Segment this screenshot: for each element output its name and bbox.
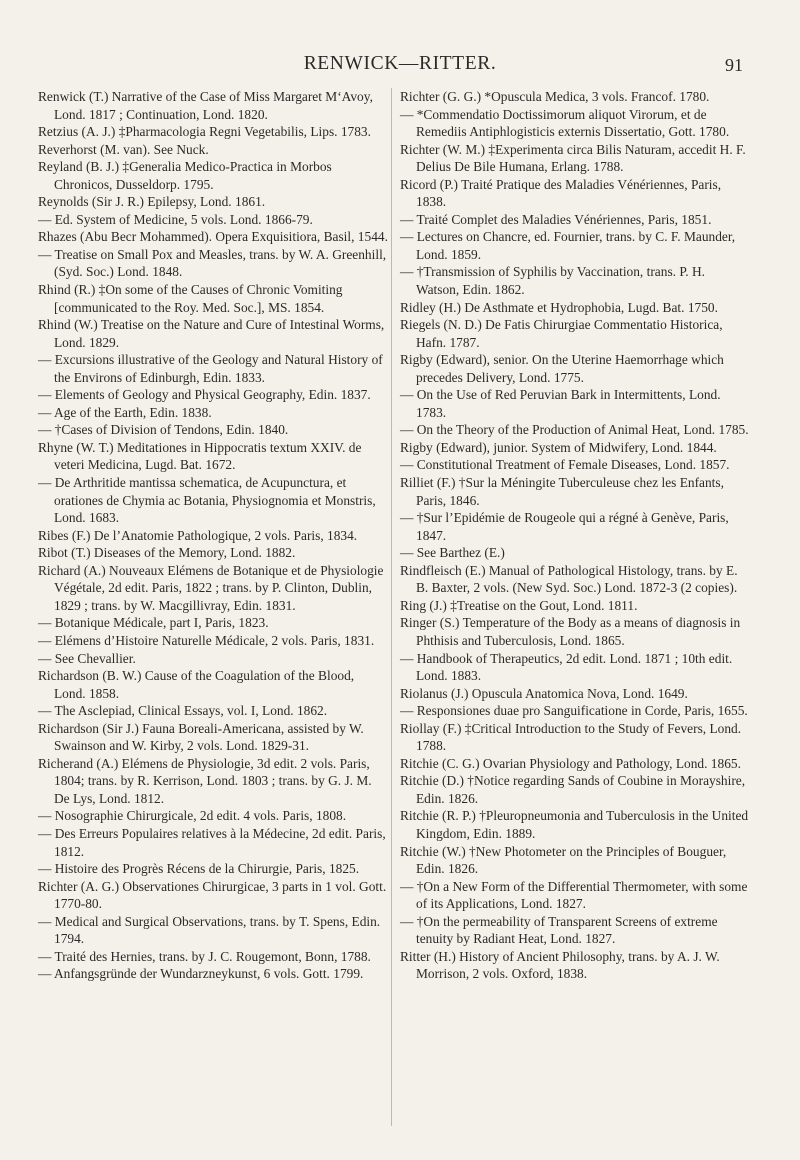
catalogue-entry: Reverhorst (M. van). See Nuck. [38,141,209,157]
page-number: 91 [725,55,743,75]
catalogue-entry: — Medical and Surgical Observations, trans. by T. Spens, Edin. 1794. [38,913,381,947]
catalogue-entry: — †Transmission of Syphilis by Vaccination, trans. P. H. Watson, Edin. 1862. [400,264,706,298]
catalogue-entry: — See Chevallier. [38,650,136,666]
catalogue-entry: — Anfangsgründe der Wundarzneykunst, 6 vols. Gott. 1799. [38,966,364,982]
catalogue-entry: Richter (W. M.) ‡Experimenta circa Bilis Naturam, accedit H. F. Delius De Bile Humana, Erlang. 1788. [400,141,746,175]
catalogue-entry: Riolanus (J.) Opuscula Anatomica Nova, Lond. 1649. [400,685,688,701]
catalogue-entry: — Des Erreurs Populaires relatives à la Médecine, 2d edit. Paris, 1812. [38,825,386,859]
catalogue-entry: Ridley (H.) De Asthmate et Hydrophobia, Lugd. Bat. 1750. [400,299,718,315]
catalogue-entry: — Handbook of Therapeutics, 2d edit. Lond. 1871 ; 10th edit. Lond. 1883. [400,650,733,684]
catalogue-entry: Ring (J.) ‡Treatise on the Gout, Lond. 1811. [400,597,638,613]
catalogue-entry: Ritter (H.) History of Ancient Philosophy, trans. by A. J. W. Morrison, 2 vols. Oxford, 1838. [400,948,720,982]
catalogue-entry: Ritchie (R. P.) †Pleuropneumonia and Tuberculosis in the United Kingdom, Edin. 1889. [400,808,749,841]
catalogue-entry: Ritchie (W.) †New Photometer on the Principles of Bouguer, Edin. 1826. [400,843,727,877]
catalogue-entry: — Elements of Geology and Physical Geography, Edin. 1837. [38,387,371,403]
catalogue-entry: Richard (A.) Nouveaux Elémens de Botanique et de Physiologie Végétale, 2d edit. Paris, 1822 ; trans. by P. Clinton, Dublin, 1829 ; trans. by W. Macgillivray, Edin. 1831. [38,562,384,613]
catalogue-entry: — Botanique Médicale, part I, Paris, 1823. [38,615,269,631]
catalogue-entry: Rindfleisch (E.) Manual of Pathological Histology, trans. by E. B. Baxter, 2 vols. (New Syd. Soc.) Lond. 1872-3 (2 copies). [400,562,738,596]
catalogue-entry: — See Barthez (E.) [400,545,505,561]
catalogue-entry: Riollay (F.) ‡Critical Introduction to the Study of Fevers, Lond. 1788. [400,720,742,754]
column-divider [391,88,392,1126]
catalogue-entry: Richerand (A.) Elémens de Physiologie, 3d edit. 2 vols. Paris, 1804; trans. by R. Kerrison, Lond. 1803 ; trans. by G. J. M. De Lys, Lond. 1812. [38,755,372,806]
catalogue-entry: — On the Theory of the Production of Animal Heat, Lond. 1785. [400,422,749,438]
catalogue-entry: Ricord (P.) Traité Pratique des Maladies Vénériennes, Paris, 1838. [400,176,722,210]
catalogue-entry: — *Commendatio Doctissimorum aliquot Virorum, et de Remediis Antiphlogisticis externis Dissertatio, Gott. 1780. [400,106,730,140]
right-column [400,88,750,983]
running-head: RENWICK—RITTER. [303,53,497,74]
catalogue-entry: — †On a New Form of the Differential Thermometer, with some of its Applications, Lond. 1827. [400,878,748,912]
catalogue-entry: Riegels (N. D.) De Fatis Chirurgiae Commentatio Historica, Hafn. 1787. [400,317,723,350]
catalogue-entry: Renwick (T.) Narrative of the Case of Miss Margaret M‘Avoy, Lond. 1817 ; Continuation, Lond. 1820. [38,89,373,122]
catalogue-entry: Ribes (F.) De l’Anatomie Pathologique, 2 vols. Paris, 1834. [38,527,358,543]
catalogue-entry: — De Arthritide mantissa schematica, de Acupunctura, et orationes de Chymia ac Botania, Physiognomia et Monstris, Lond. 1683. [38,475,376,526]
catalogue-entry: Reynolds (Sir J. R.) Epilepsy, Lond. 1861. [38,194,266,210]
catalogue-entry: — Responsiones duae pro Sanguificatione in Corde, Paris, 1655. [400,703,748,719]
catalogue-entry: Ritchie (C. G.) Ovarian Physiology and Pathology, Lond. 1865. [400,755,741,771]
catalogue-entry: Rhind (W.) Treatise on the Nature and Cure of Intestinal Worms, Lond. 1829. [38,317,385,350]
catalogue-entry: Ritchie (D.) †Notice regarding Sands of Coubine in Morayshire, Edin. 1826. [400,773,746,806]
catalogue-entry: Rilliet (F.) †Sur la Méningite Tuberculeuse chez les Enfants, Paris, 1846. [400,475,724,508]
catalogue-entry: — The Asclepiad, Clinical Essays, vol. I, Lond. 1862. [38,703,328,719]
catalogue-entry: — Traité des Hernies, trans. by J. C. Rougemont, Bonn, 1788. [38,948,371,964]
catalogue-entry: Retzius (A. J.) ‡Pharmacologia Regni Vegetabilis, Lips. 1783. [38,124,371,140]
catalogue-entry: Rhazes (Abu Becr Mohammed). Opera Exquisitiora, Basil, 1544. [38,229,388,245]
catalogue-entry: Rigby (Edward), senior. On the Uterine Haemorrhage which precedes Delivery, Lond. 1775. [400,352,724,385]
catalogue-entry: Reyland (B. J.) ‡Generalia Medico-Practica in Morbos Chronicos, Dusseldorp. 1795. [38,159,332,192]
catalogue-entry: Richter (G. G.) *Opuscula Medica, 3 vols. Francof. 1780. [400,89,710,104]
left-column [38,88,388,983]
catalogue-entry: — †Sur l’Epidémie de Rougeole qui a régné à Genève, Paris, 1847. [400,510,729,543]
catalogue-entry: — Nosographie Chirurgicale, 2d edit. 4 vols. Paris, 1808. [38,808,347,824]
catalogue-entry: Ringer (S.) Temperature of the Body as a means of diagnosis in Phthisis and Tuberculosis, Lond. 1865. [400,615,741,648]
catalogue-entry: — Age of the Earth, Edin. 1838. [38,404,212,420]
catalogue-entry: — †On the permeability of Transparent Screens of extreme tenuity by Radiant Heat, Lond. 1827. [400,913,718,947]
catalogue-entry: — Histoire des Progrès Récens de la Chirurgie, Paris, 1825. [38,861,360,877]
catalogue-entry: Rhyne (W. T.) Meditationes in Hippocratis textum XXIV. de veteri Medicina, Lugd. Bat. 1672. [38,439,362,473]
catalogue-entry: — Treatise on Small Pox and Measles, trans. by W. A. Greenhill, (Syd. Soc.) Lond. 1848. [38,246,387,280]
catalogue-entry: — Elémens d’Histoire Naturelle Médicale, 2 vols. Paris, 1831. [38,632,375,648]
catalogue-entry: Richter (A. G.) Observationes Chirurgicae, 3 parts in 1 vol. Gott. 1770-80. [38,878,387,912]
catalogue-entry: — †Cases of Division of Tendons, Edin. 1840. [38,422,289,438]
catalogue-entry: — Lectures on Chancre, ed. Fournier, trans. by C. F. Maunder, Lond. 1859. [400,229,736,262]
catalogue-entry: — Traité Complet des Maladies Vénériennes, Paris, 1851. [400,211,712,227]
catalogue-entry: Richardson (Sir J.) Fauna Boreali-Americana, assisted by W. Swainson and W. Kirby, 2 vols. Lond. 1829-31. [38,720,364,754]
catalogue-entry: Richardson (B. W.) Cause of the Coagulation of the Blood, Lond. 1858. [38,668,355,701]
catalogue-entry: — Ed. System of Medicine, 5 vols. Lond. 1866-79. [38,211,313,227]
catalogue-entry: — Constitutional Treatment of Female Diseases, Lond. 1857. [400,457,730,473]
catalogue-entry: — On the Use of Red Peruvian Bark in Intermittents, Lond. 1783. [400,387,721,420]
catalogue-entry: Rhind (R.) ‡On some of the Causes of Chronic Vomiting [communicated to the Roy. Med. Soc.], MS. 1854. [38,282,343,315]
catalogue-entry: Ribot (T.) Diseases of the Memory, Lond. 1882. [38,545,296,561]
catalogue-entry: Rigby (Edward), junior. System of Midwifery, Lond. 1844. [400,439,717,455]
catalogue-entry: — Excursions illustrative of the Geology and Natural History of the Environs of Edinburgh, Edin. 1833. [38,352,383,385]
